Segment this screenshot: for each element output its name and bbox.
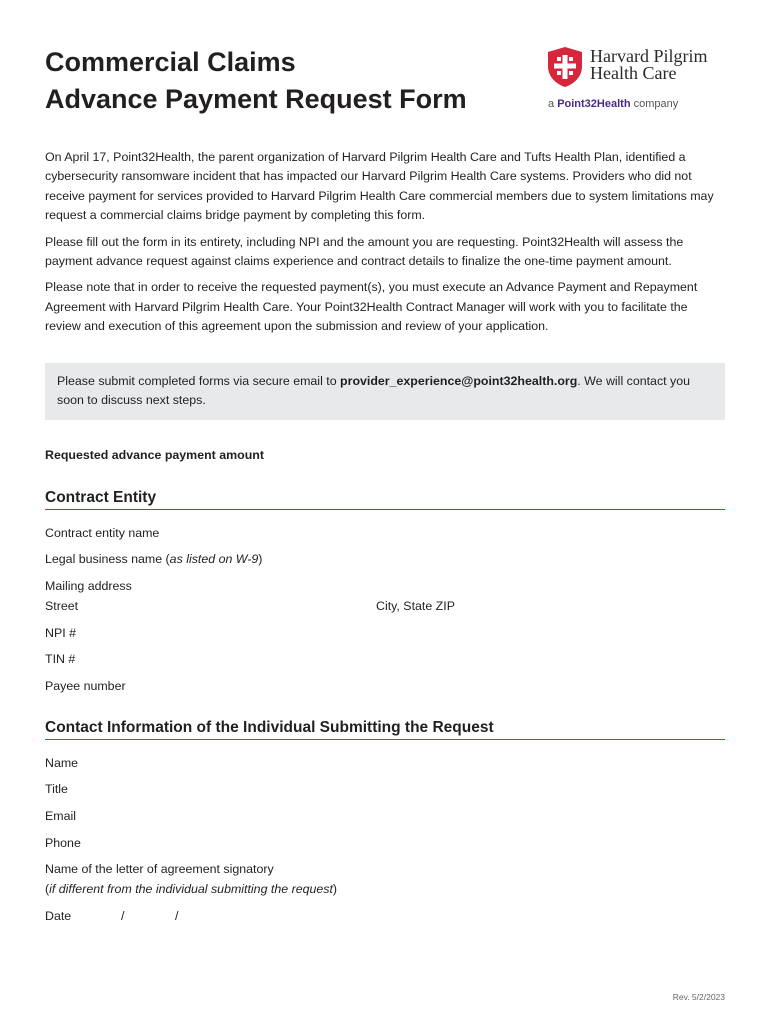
date-separator: /: [175, 909, 179, 923]
submission-email-link[interactable]: provider_experience@point32health.org: [340, 374, 578, 388]
signatory-note: (if different from the individual submitting the request): [45, 882, 338, 896]
submission-notice: Please submit completed forms via secure email to provider_experience@point32health.org. We will contact you soon to discuss next steps.: [45, 363, 725, 420]
contact-information-heading: Contact Information of the Individual Submitting the Request: [45, 719, 725, 740]
title-line-2: Advance Payment Request Form: [45, 84, 467, 114]
intro-text: [45, 148, 725, 344]
contract-entity-heading: Contract Entity: [45, 489, 725, 510]
intro-paragraph: Please note that in order to receive the requested payment(s), you must execute an Advance Payment and Repayment Agreement with Harvard Pilgrim Health Care. Your Point32Health Contract Manager will work with you to facilitate the review and execution of this agreement upon the submission and review of your application.: [45, 280, 698, 334]
legal-business-name-label: Legal business name (as listed on W-9): [45, 552, 263, 566]
title-line-1: Commercial Claims: [45, 47, 296, 77]
requested-amount-label: Requested advance payment amount: [45, 448, 264, 462]
intro-paragraph: Please fill out the form in its entirety, including NPI and the amount you are requesting. Point32Health will assess the payment advance request against claims experience and contract details to finalize the one-time payment amount.: [45, 234, 684, 269]
date-separator: /: [121, 909, 125, 923]
signatory-label: Name of the letter of agreement signatory: [45, 862, 274, 876]
contract-entity-name-label: Contract entity name: [45, 526, 160, 540]
mailing-address-label: Mailing address: [45, 579, 132, 593]
revision-date: Rev. 5/2/2023: [672, 992, 725, 1002]
city-state-zip-label: City, State ZIP: [376, 599, 455, 613]
payee-number-label: Payee number: [45, 679, 126, 693]
title-label: Title: [45, 782, 68, 796]
shield-cross-icon: [546, 46, 584, 88]
street-label: Street: [45, 599, 79, 613]
logo-wordmark: Harvard Pilgrim Health Care: [590, 46, 708, 83]
phone-label: Phone: [45, 836, 81, 850]
page-title: [45, 44, 467, 118]
npi-label: NPI #: [45, 626, 76, 640]
email-label: Email: [45, 809, 76, 823]
intro-paragraph: On April 17, Point32Health, the parent organization of Harvard Pilgrim Health Care and Tufts Health Plan, identified a cybersecurity ransomware incident that has impacted our Harvard Pilgrim Health Care systems. Providers who did not receive payment for services provided to Harvard Pilgrim Health Care commercial members due to system limitations may request a commercial claims bridge payment by completing this form.: [45, 150, 714, 223]
name-label: Name: [45, 756, 79, 770]
tin-label: TIN #: [45, 652, 76, 666]
harvard-pilgrim-logo: [546, 46, 736, 116]
date-label: Date: [45, 909, 72, 923]
logo-tagline: a Point32Health company: [548, 98, 679, 110]
